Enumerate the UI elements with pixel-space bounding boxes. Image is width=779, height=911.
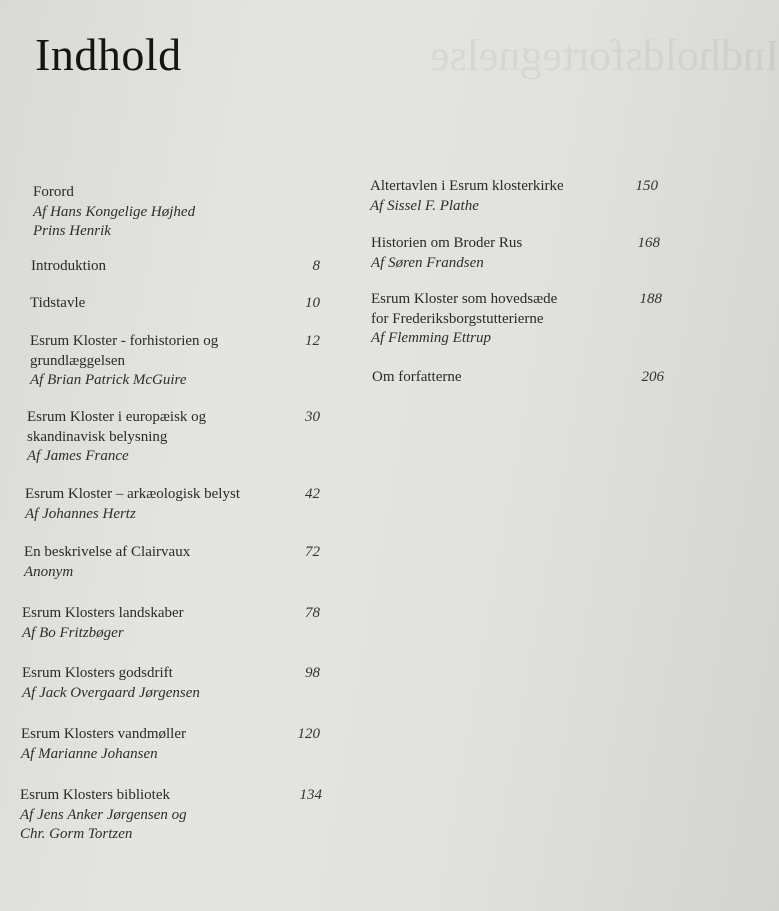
toc-entry-author: Prins Henrik — [33, 223, 111, 239]
toc-entry-title: En beskrivelse af Clairvaux — [24, 544, 191, 560]
toc-entry-page-number: 10 — [305, 295, 320, 311]
toc-entry-title: Forord — [33, 184, 74, 200]
toc-entry-title: Introduktion — [31, 258, 106, 274]
toc-entry-title: Esrum Klosters bibliotek — [20, 787, 170, 803]
toc-entry-title: grundlæggelsen — [30, 352, 125, 369]
toc-entry-page-number: 78 — [305, 605, 320, 621]
toc-entry-author: Af Flemming Ettrup — [371, 330, 491, 346]
toc-entry-title: Esrum Klosters vandmøller — [21, 726, 186, 742]
toc-entry-author: Af Sissel F. Plathe — [370, 197, 479, 214]
toc-entry — [31, 257, 320, 277]
toc-entry-author: Af Søren Frandsen — [371, 254, 484, 271]
toc-entry-author: Chr. Gorm Tortzen — [20, 826, 133, 842]
toc-entry — [30, 294, 320, 314]
toc-entry-author: Af Johannes Hertz — [25, 505, 136, 522]
toc-entry-title: Esrum Kloster som hovedsæde — [371, 291, 558, 307]
toc-entry-title: Esrum Kloster i europæisk og — [27, 409, 207, 425]
toc-entry-page-number: 120 — [297, 726, 320, 742]
toc-entry — [21, 725, 320, 764]
toc-entry — [27, 408, 320, 467]
toc-entry-author: Af James France — [27, 448, 129, 464]
toc-entry-title: Esrum Klosters godsdrift — [22, 665, 173, 681]
toc-entry — [24, 543, 320, 582]
toc-entry-title: Esrum Kloster - forhistorien og — [30, 333, 219, 349]
toc-entry-page-number: 30 — [305, 409, 320, 425]
toc-entry-title: Altertavlen i Esrum klosterkirke — [370, 178, 564, 194]
toc-entry-page-number: 12 — [305, 333, 320, 349]
toc-entry-page-number: 206 — [641, 369, 664, 385]
toc-entry — [370, 177, 658, 216]
toc-entry-page-number: 150 — [635, 178, 658, 194]
toc-entry — [372, 368, 664, 388]
toc-entry-title: Esrum Kloster – arkæologisk belyst — [25, 486, 240, 502]
toc-entry-author: Af Jens Anker Jørgensen og — [20, 806, 187, 823]
page-title: Indhold — [35, 29, 182, 80]
toc-entry-page-number: 42 — [305, 486, 320, 502]
toc-entry-title: for Frederiksborgstutterierne — [371, 310, 544, 327]
toc-entry-author: Af Marianne Johansen — [21, 745, 158, 762]
toc-entry-title: Tidstavle — [30, 295, 86, 311]
toc-entry — [371, 290, 662, 349]
toc-entry-title: Om forfatterne — [372, 369, 462, 385]
toc-entry-author: Af Hans Kongelige Højhed — [33, 203, 196, 220]
toc-entry — [25, 485, 320, 524]
toc-entry-page-number: 134 — [299, 787, 322, 803]
toc-entry-author: Af Bo Fritzbøger — [22, 624, 124, 641]
toc-entry-title: skandinavisk belysning — [27, 428, 168, 445]
toc-entry — [371, 234, 660, 273]
toc-entry-page-number: 98 — [305, 665, 320, 681]
toc-entry-title: Esrum Klosters landskaber — [22, 605, 184, 621]
toc-entry — [30, 332, 320, 391]
toc-entry-page-number: 8 — [312, 258, 320, 274]
toc-entry — [22, 664, 320, 703]
toc-entry-page-number: 72 — [305, 544, 320, 560]
toc-entry-page-number: 188 — [639, 291, 662, 307]
toc-entry-author: Anonym — [24, 563, 74, 580]
toc-entry — [33, 183, 320, 242]
toc-entry-author: Af Jack Overgaard Jørgensen — [22, 684, 200, 701]
toc-entry-author: Af Brian Patrick McGuire — [30, 372, 187, 388]
toc-entry — [20, 786, 322, 845]
toc-entry-title: Historien om Broder Rus — [371, 235, 523, 251]
toc-entry-page-number: 168 — [637, 235, 660, 251]
bleed-through-text: Indholdsfortegnelse — [430, 31, 779, 80]
toc-entry — [22, 604, 320, 643]
